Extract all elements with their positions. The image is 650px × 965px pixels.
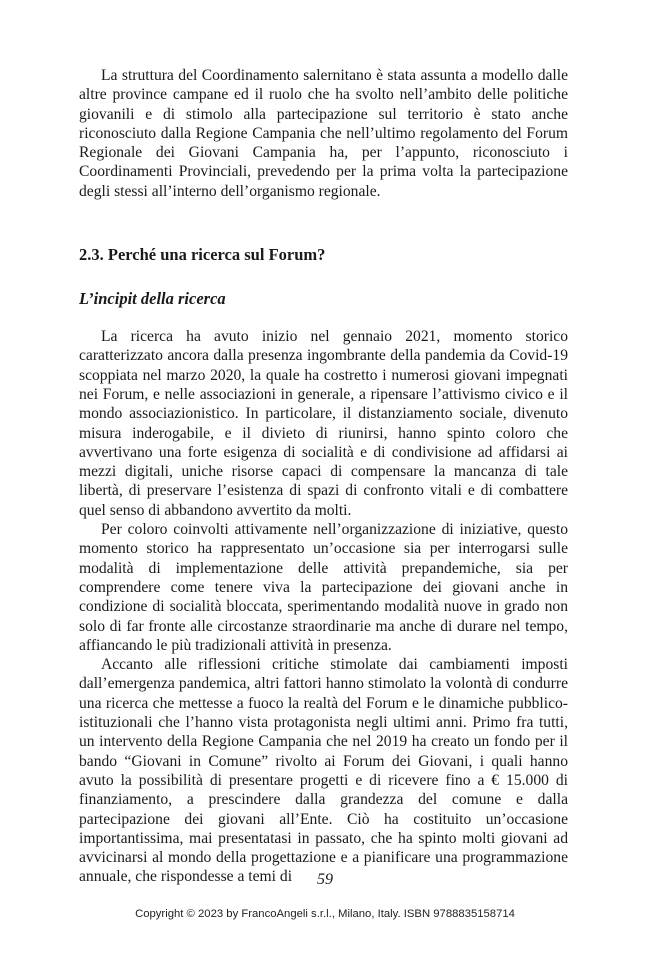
intro-paragraph: La struttura del Coordinamento salernitano è stata assunta a modello dalle altre province campane ed il ruolo che ha svolto nell’ambito delle politiche giovanili e di stimolo alla partecipazione sul territorio è stato anche riconosciuto dalla Regione Campania che nell’ultimo regolamento del Forum Regionale dei Giovani Campania ha, per l’appunto, riconosciuto i Coordinamenti Provinciali, prevedendo per la prima volta la partecipazione degli stessi all’interno dell’organismo regionale.	[79, 67, 568, 200]
page-number: 59	[317, 871, 333, 888]
body-paragraph-3: Accanto alle riflessioni critiche stimolate dai cambiamenti imposti dall’emergenza pandemica, altri fattori hanno stimolato la volontà di condurre una ricerca che mettesse a fuoco la realtà del Forum e le dinamiche pubblico-istituzionali che l’hanno vista protagonista negli ultimi anni. Primo fra tutti, un intervento della Regione Campania che nel 2019 ha creato un fondo per il bando “Giovani in Comune” rivolto ai Forum dei Giovani, i quali hanno avuto la possibilità di presentare progetti e di ricevere fino a € 15.000 di finanziamento, a prescindere dalla grandezza del comune e dalla partecipazione dei giovani all’Ente. Ciò ha costituito un’occasione importantissima, mai presentatasi in passato, che ha spinto molti giovani ad avvicinarsi al mondo della progettazione e a pianificare una programmazione annuale, che rispondesse a temi di	[79, 656, 568, 886]
copyright-notice: Copyright © 2023 by FrancoAngeli s.r.l., Milano, Italy. ISBN 9788835158714	[135, 908, 515, 920]
page-body	[79, 66, 568, 887]
body-paragraph-1: La ricerca ha avuto inizio nel gennaio 2021, momento storico caratterizzato ancora dalla presenza ingombrante della pandemia da Covid-19 scoppiata nel marzo 2020, la quale ha costretto i numerosi giovani impegnati nei Forum, e nelle associazioni in generale, a ripensare l’attivismo civico e il mondo associazionistico. In particolare, il distanziamento sociale, divenuto misura inderogabile, e il divieto di riunirsi, hanno spinto coloro che avvertivano una forte esigenza di socialità e di condivisione ad affidarsi ai mezzi digitali, uniche risorse capaci di compensare la mancanza di tale libertà, di preservare l’esistenza di spazi di confronto vitali e di combattere quel senso di abbandono avvertito da molti.	[79, 328, 568, 519]
section-heading: 2.3. Perché una ricerca sul Forum?	[79, 245, 326, 265]
body-paragraph-2: Per coloro coinvolti attivamente nell’organizzazione di iniziative, questo momento storico ha rappresentato un’occasione sia per interrogarsi sulle modalità di implementazione delle attività prepandemiche, sia per comprendere come tenere viva la partecipazione dei giovani anche in condizione di socialità bloccata, sperimentando modalità nuove in grado non solo di far fronte alle circostanze straordinarie ma anche di durare nel tempo, affiancando le più tradizionali attività in presenza.	[79, 521, 568, 654]
subsection-heading: L’incipit della ricerca	[79, 289, 226, 309]
spacer	[79, 309, 568, 327]
